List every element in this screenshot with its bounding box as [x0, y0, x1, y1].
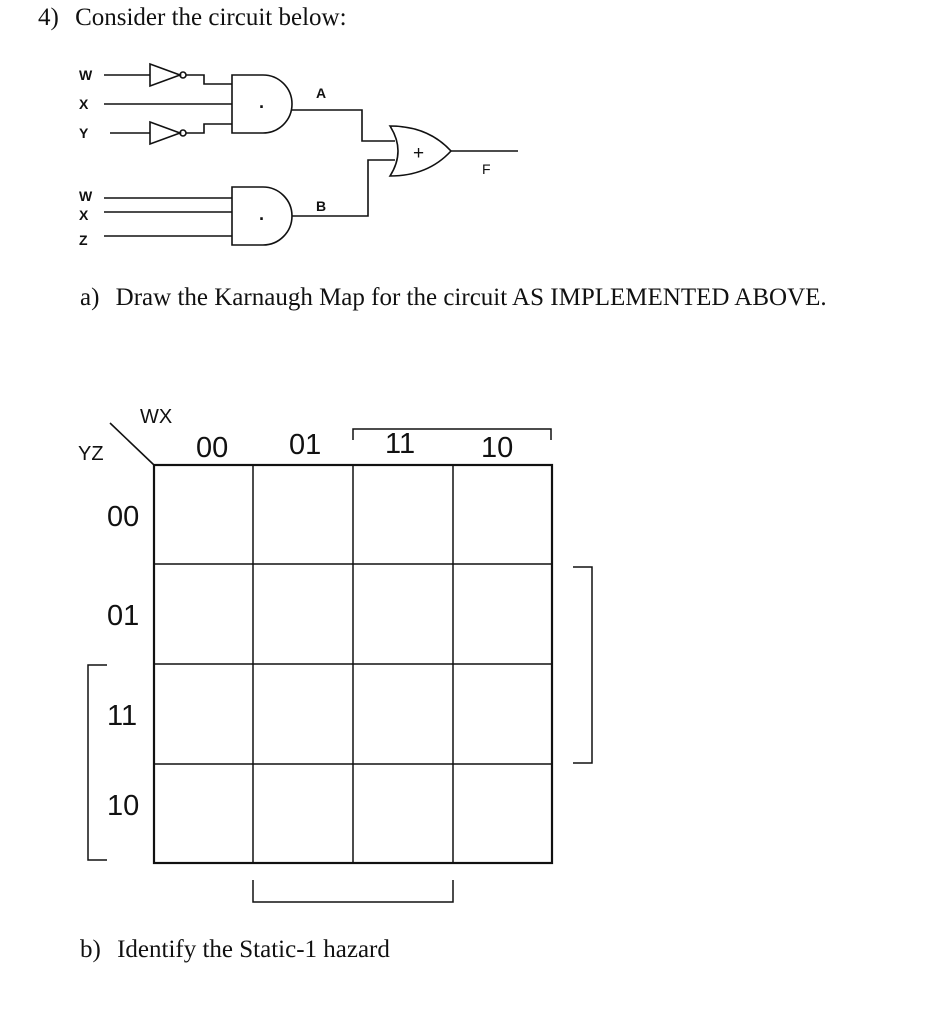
- circuit-labels: [79, 67, 491, 248]
- bracket-x-bottom: [253, 880, 453, 902]
- kmap-corner-diagonal: [110, 423, 154, 465]
- kmap-row-label: 10: [107, 790, 140, 822]
- kmap-column-label: 01: [289, 429, 322, 461]
- wire-net-b: [292, 160, 395, 216]
- part-a-label: a): [80, 284, 100, 311]
- bracket-z-right: [573, 567, 592, 763]
- question-text: Consider the circuit below:: [75, 4, 347, 31]
- net-label-a: A: [316, 85, 327, 101]
- wire-not-y-out: [186, 124, 232, 133]
- kmap-row-variable: YZ: [78, 443, 104, 465]
- not-gate-y: [150, 122, 180, 144]
- input-label-w-bottom: W: [79, 188, 93, 204]
- input-label-z: Z: [79, 232, 88, 248]
- input-label-y: Y: [79, 125, 89, 141]
- question-number: 4): [38, 4, 59, 31]
- kmap-row-label: 11: [107, 700, 138, 732]
- wire-net-a: [292, 110, 395, 141]
- or-symbol: +: [413, 143, 425, 164]
- and-symbol-b: ·: [259, 209, 265, 229]
- bracket-w-top: [353, 429, 551, 440]
- kmap-row-label: 00: [107, 501, 140, 533]
- kmap-labels: [78, 406, 513, 822]
- wire-not-w-out: [186, 75, 232, 84]
- not-gate-w: [150, 64, 180, 86]
- kmap-column-label: 11: [385, 428, 416, 460]
- output-label-f: F: [482, 161, 491, 177]
- karnaugh-map: [88, 423, 592, 902]
- part-a-text: Draw the Karnaugh Map for the circuit AS IMPLEMENTED ABOVE.: [115, 284, 827, 311]
- kmap-column-label: 00: [196, 432, 229, 464]
- kmap-row-label: 01: [107, 600, 140, 632]
- input-label-x-top: X: [79, 96, 89, 112]
- logic-circuit: [104, 64, 518, 245]
- part-b-prompt: [80, 936, 390, 964]
- net-label-b: B: [316, 198, 327, 214]
- part-b-label: b): [80, 936, 101, 963]
- input-label-x-bottom: X: [79, 207, 89, 223]
- and-symbol-a: ·: [259, 97, 265, 117]
- kmap-column-variable: WX: [140, 406, 173, 428]
- kmap-column-label: 10: [481, 432, 514, 464]
- part-b-text: Identify the Static-1 hazard: [117, 936, 390, 963]
- part-a-prompt: [80, 284, 827, 312]
- input-label-w-top: W: [79, 67, 93, 83]
- bracket-y-left: [88, 665, 107, 860]
